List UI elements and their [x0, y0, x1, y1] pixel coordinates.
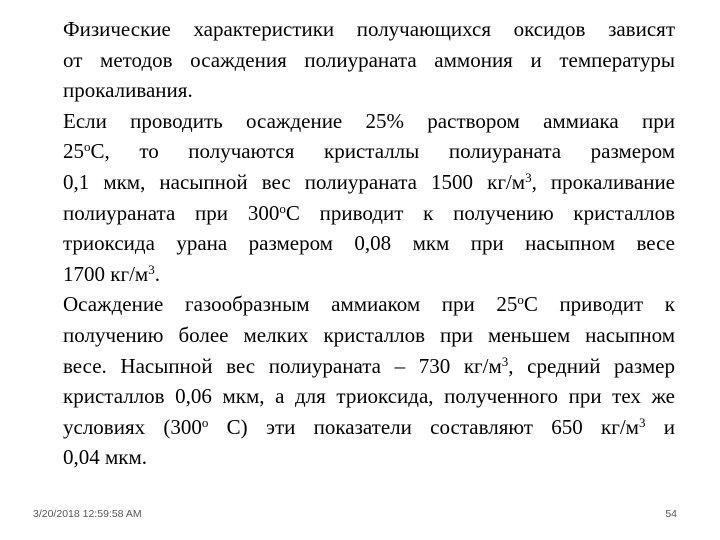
superscript: о: [517, 292, 524, 308]
superscript: 3: [148, 261, 155, 277]
superscript: о: [201, 414, 209, 430]
text-line: кристаллов 0,06 мкм, а для триоксида, полученного при тех же: [63, 384, 675, 409]
superscript: 3: [501, 353, 509, 369]
text-segment: и: [645, 414, 675, 439]
text-line: [35, 412, 675, 443]
text-line: [35, 289, 675, 320]
text-segment: Осаждение газообразным аммиаком при 25: [63, 292, 518, 317]
text-segment: полиураната при 300: [63, 200, 280, 225]
text-line: Если проводить осаждение 25% раствором аммиака при: [63, 108, 675, 133]
paragraph-2: [35, 106, 675, 290]
paragraph-3: [35, 289, 675, 473]
text-line: триоксида урана размером 0,08 мкм при насыпном весе: [63, 231, 675, 256]
text-line: от методов осаждения полиураната аммония и температуры: [63, 47, 675, 72]
text-segment: С, то получаются кристаллы полиураната размером: [90, 139, 675, 164]
text-segment: 0,1 мкм, насыпной вес полиураната 1500 кг/м: [63, 169, 526, 194]
text-segment: 25: [63, 139, 84, 164]
text-segment: условиях (300: [63, 414, 202, 439]
text-segment: .: [154, 261, 160, 286]
text-segment: , прокаливание: [531, 169, 676, 194]
text-line: 0,04 мкм.: [63, 445, 148, 470]
text-line: [35, 259, 675, 290]
footer-date: 3/20/2018 12:59:58 AM: [33, 508, 142, 520]
slide-body: [35, 14, 675, 473]
text-segment: 1700 кг/м: [63, 261, 149, 286]
superscript: 3: [638, 414, 646, 430]
superscript: о: [84, 139, 91, 155]
text-line: Физические характеристики получающихся оксидов зависят: [63, 17, 675, 41]
text-segment: С приводит к получению кристаллов: [285, 200, 675, 225]
text-segment: С) эти показатели составляют 650 кг/м: [208, 414, 639, 439]
paragraph-1: [35, 14, 675, 106]
text-line: получению более мелких кристаллов при меньшем насыпном: [63, 322, 675, 347]
text-segment: весе. Насыпной вес полиураната – 730 кг/м: [63, 353, 502, 378]
text-line: [35, 198, 675, 229]
text-line: [35, 351, 675, 382]
slide-number: 54: [665, 508, 677, 520]
text-segment: С приводит к: [523, 292, 675, 317]
text-segment: , средний размер: [508, 353, 675, 378]
superscript: о: [279, 200, 286, 216]
superscript: 3: [525, 169, 532, 185]
text-line: прокаливания.: [63, 78, 193, 103]
text-line: [35, 167, 675, 198]
text-line: [35, 136, 675, 167]
